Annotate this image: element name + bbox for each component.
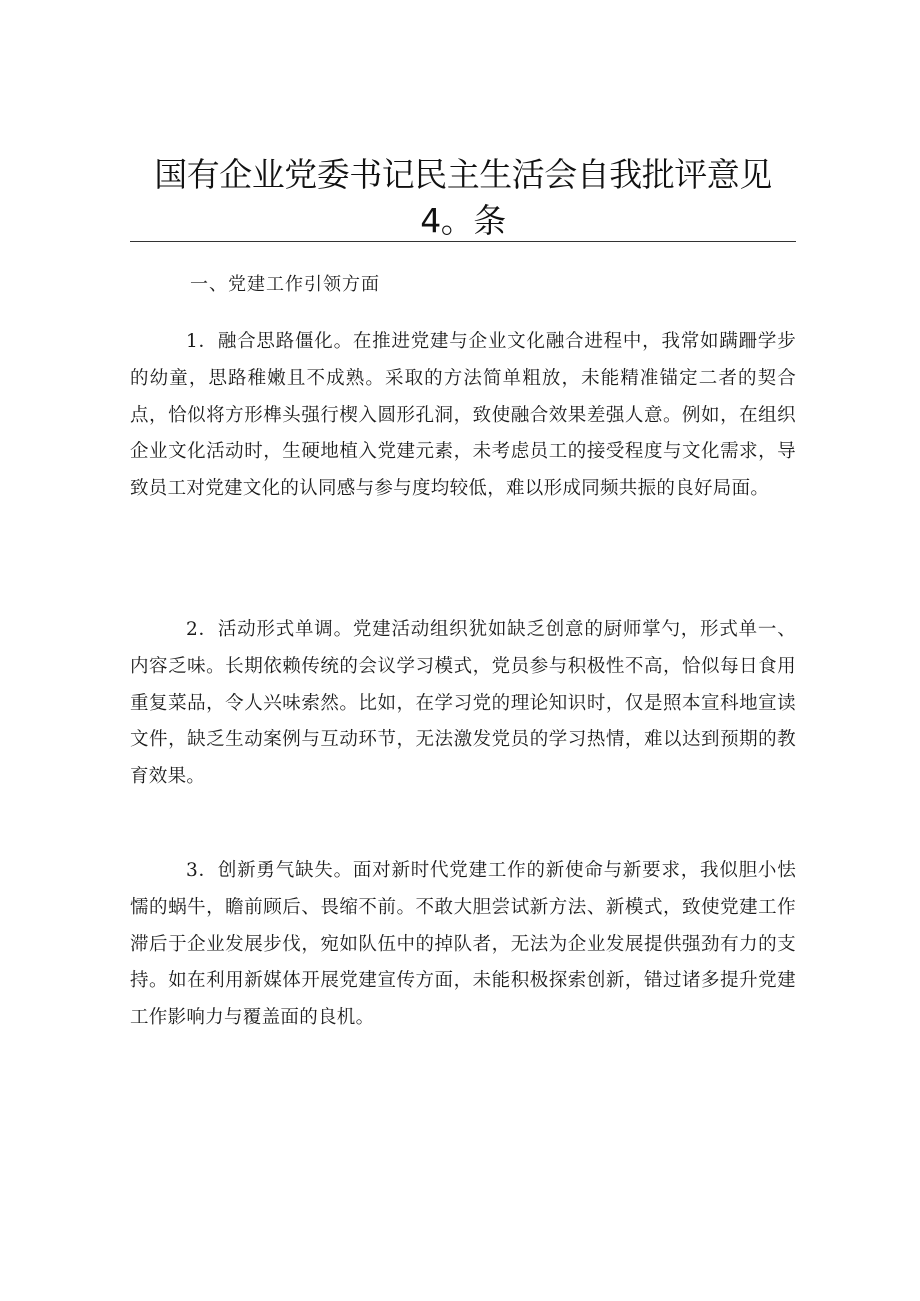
title-line-1: 国有企业党委书记民主生活会自我批评意见: [154, 155, 772, 194]
title-divider: [130, 241, 796, 242]
title-line-2: 4。条: [420, 201, 506, 240]
section-heading: 一、党建工作引领方面: [190, 274, 380, 295]
paragraph-3: 3．创新勇气缺失。面对新时代党建工作的新使命与新要求，我似胆小怯懦的蜗牛，瞻前顾后、畏缩不前。不敢大胆尝试新方法、新模式，致使党建工作滞后于企业发展步伐，宛如队伍中的掉队者，无法为企业发展提供强劲有力的支持。如在利用新媒体开展党建宣传方面，未能积极探索创新，错过诸多提升党建工作影响力与覆盖面的良机。: [130, 860, 796, 1029]
document-title: [130, 152, 796, 244]
paragraph-2: 2．活动形式单调。党建活动组织犹如缺乏创意的厨师掌勺，形式单一、内容乏味。长期依赖传统的会议学习模式，党员参与积极性不高，恰似每日食用重复菜品，令人兴味索然。比如，在学习党的理论知识时，仅是照本宣科地宣读文件，缺乏生动案例与互动环节，无法激发党员的学习热情，难以达到预期的教育效果。: [130, 619, 796, 788]
paragraph-1: 1．融合思路僵化。在推进党建与企业文化融合进程中，我常如蹒跚学步的幼童，思路稚嫩且不成熟。采取的方法简单粗放，未能精准锚定二者的契合点，恰似将方形榫头强行楔入圆形孔洞，致使融合效果差强人意。例如，在组织企业文化活动时，生硬地植入党建元素，未考虑员工的接受程度与文化需求，导致员工对党建文化的认同感与参与度均较低，难以形成同频共振的良好局面。: [130, 331, 796, 500]
